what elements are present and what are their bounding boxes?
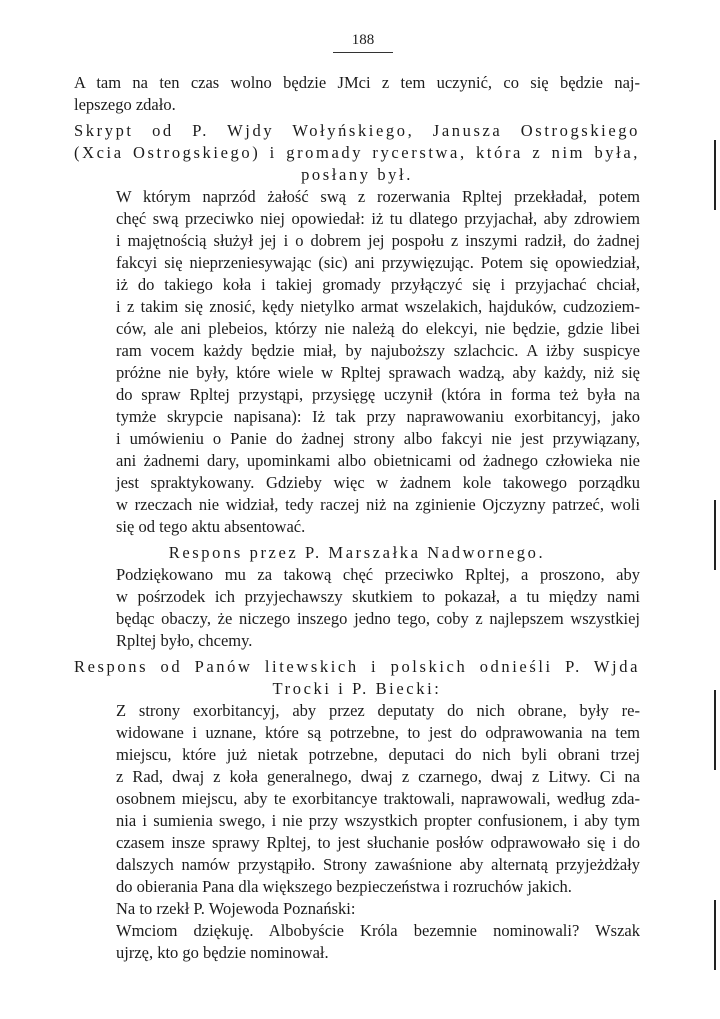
- text-line: widowane i uznane, które są potrzebne, to jest do odprawowania na tem: [116, 723, 640, 742]
- text-line: tymże skrypcie napisana): Iż tak przy naprawowaniu exorbitancyj, jako: [116, 407, 640, 426]
- heading-line: Trocki i P. Biecki:: [272, 679, 442, 698]
- binding-mark: [714, 690, 716, 770]
- text-line: dalszych namów przystąpiło. Strony zawaśnione aby alternatą przyjeżdżały: [116, 855, 640, 874]
- text-line: będąc obaczy, że niczego inszego jedno tego, coby z najlepszem wszystkiej: [116, 609, 640, 628]
- text-line: w rzeczach nie widział, tedy raczej niż na zginienie Ojczyzny patrzeć, woli: [116, 495, 640, 514]
- section-heading: [74, 656, 640, 700]
- paragraph: [74, 898, 640, 920]
- heading-line: posłany był.: [301, 165, 413, 184]
- text-line: Wmciom dziękuję. Albobyście Króla bezemnie nominowali? Wszak: [116, 921, 640, 940]
- text-line: miejscu, które już nietak potrzebne, deputaci do nich byli obrani trzej: [116, 745, 640, 764]
- text-line: chęć swą przeciwko niej opowiedał: iż tu dlatego przyjachał, aby zdrowiem: [116, 209, 640, 228]
- heading-line: (Xcia Ostrogskiego) i gromady rycerstwa, która z nim była,: [74, 143, 640, 162]
- text-line: czasem insze sprawy Rpltej, to jest słuchanie posłów odprawowało się i do: [116, 833, 640, 852]
- text-line: w pośrzodek ich przyjechawszy skutkiem to pokazał, a tu między nami: [116, 587, 640, 606]
- text-line: się od tego aktu absentować.: [116, 517, 306, 536]
- page-number-rule: [333, 52, 393, 53]
- heading-line: Skrypt od P. Wjdy Wołyńskiego, Janusza Ostrogskiego: [74, 121, 640, 140]
- text-line: jest spraktykowany. Gdzieby więc w żadnem kole takowego porządku: [116, 473, 640, 492]
- heading-line: Respons od Panów litewskich i polskich odnieśli P. Wjda: [74, 657, 640, 676]
- paragraph: [74, 186, 640, 538]
- page-number: 188: [351, 32, 375, 48]
- text-line: do spraw Rpltej przystąpi, przysięgę uczynił (która in forma też była na: [116, 385, 640, 404]
- text-line: W którym naprzód żałość swą z rozerwania Rpltej przekładał, potem: [116, 187, 640, 206]
- text-line: ców, ale ani plebeios, którzy nie należą do elekcyi, nie będzie, gdzie libei: [116, 319, 640, 338]
- paragraph: [74, 72, 640, 116]
- text-line: i umówieniu o Panie do żadnej strony albo fakcyi nie jest przywiązany,: [116, 429, 640, 448]
- text-line: i z takim się znosić, kędy nietylko armat wszelakich, hajduków, cudzoziem-: [116, 297, 640, 316]
- paragraph: [74, 700, 640, 898]
- section-heading: [74, 542, 640, 564]
- heading-line: Respons przez P. Marszałka Nadwornego.: [168, 543, 546, 562]
- text-line: iż do takiego koła i takiej gromady przyłączyć się i przyjachać chciał,: [116, 275, 640, 294]
- text-line: ani żadnemi dary, upominkami albo obietnicami od żadnego człowieka nie: [116, 451, 640, 470]
- text-line: Podziękowano mu za takową chęć przeciwko Rpltej, a proszono, aby: [116, 565, 640, 584]
- paragraph: [74, 920, 640, 964]
- text-line: nia i sumienia swego, i nie przy wszystkich propter confusionem, i aby tym: [116, 811, 640, 830]
- text-line: ujrzę, kto go będzie nominował.: [116, 943, 329, 962]
- text-line: do obierania Pana dla większego bezpieczeństwa i rozruchów jakich.: [116, 877, 572, 896]
- text-line: lepszego zdało.: [74, 95, 176, 114]
- text-line: Na to rzekł P. Wojewoda Poznański:: [116, 899, 356, 918]
- text-line: osobnem miejscu, aby te exorbitancye traktowali, naprawowali, według zda-: [116, 789, 640, 808]
- text-line: próżne nie były, które wiele w Rpltej sprawach wadzą, aby każdy, niż się: [116, 363, 640, 382]
- right-margin-binding-marks: [700, 0, 720, 1019]
- text-line: z Rad, dwaj z koła generalnego, dwaj z czarnego, dwaj z Litwy. Ci na: [116, 767, 640, 786]
- text-line: fakcyi się nieprzeniesywając (sic) ani przywięzując. Potem się opowiedział,: [116, 253, 640, 272]
- text-line: ram vocem każdy będzie miał, by najuboższy szlachcic. A iżby suspicye: [116, 341, 640, 360]
- page-content: [74, 72, 640, 964]
- binding-mark: [714, 500, 716, 570]
- binding-mark: [714, 900, 716, 970]
- text-line: Z strony exorbitancyj, aby przez deputaty do nich obrane, były re-: [116, 701, 640, 720]
- text-line: A tam na ten czas wolno będzie JMci z tem uczynić, co się będzie naj-: [74, 73, 640, 92]
- paragraph: [74, 564, 640, 652]
- section-heading: [74, 120, 640, 186]
- binding-mark: [714, 140, 716, 210]
- text-line: i majętnością służył jej i o dobrem jej pospołu z inszymi radził, do żadnej: [116, 231, 640, 250]
- text-line: Rpltej było, chcemy.: [116, 631, 253, 650]
